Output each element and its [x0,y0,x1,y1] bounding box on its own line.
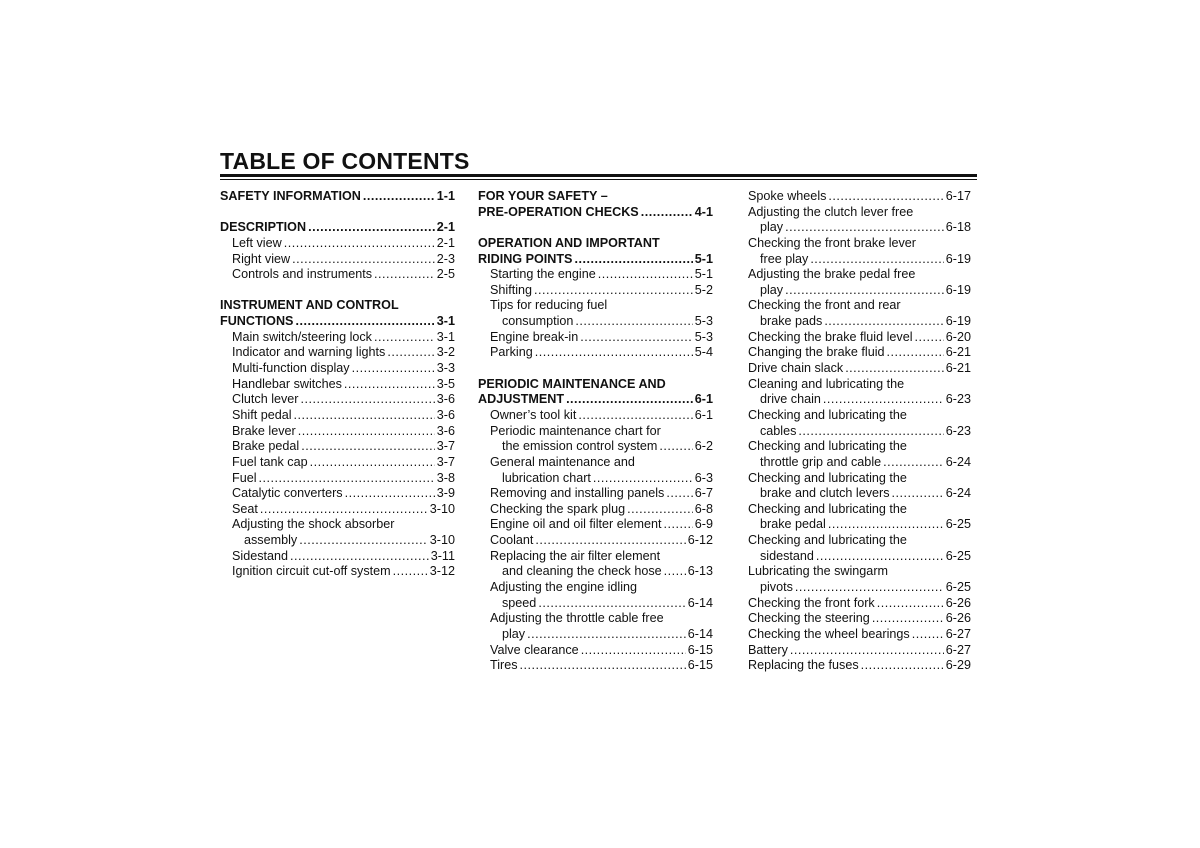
toc-entry[interactable]: consumption ..... 5-3 [478,314,713,330]
toc-entry[interactable]: drive chain ..... 6-23 [748,392,971,408]
toc-entry[interactable]: Catalytic converters ..... 3-9 [220,486,455,502]
toc-entry-line: Checking and lubricating the [748,470,907,485]
toc-entry-line: General maintenance and [490,454,635,469]
toc-entry[interactable]: Brake pedal ..... 3-7 [220,439,455,455]
toc-entry-line: Periodic maintenance chart for [490,423,661,438]
toc-entry[interactable]: Coolant ..... 6-12 [478,533,713,549]
toc-entry[interactable]: Drive chain slack ..... 6-21 [748,361,971,377]
toc-entry[interactable]: Checking the brake fluid level ..... 6-20 [748,330,971,346]
toc-entry[interactable]: Engine break-in ..... 5-3 [478,330,713,346]
toc-column-3 [748,189,971,674]
toc-entry-line: Checking and lubricating the [748,407,907,422]
toc-entry[interactable]: Multi-function display ..... 3-3 [220,361,455,377]
page-title: TABLE OF CONTENTS [220,148,470,174]
toc-entry[interactable]: Checking the steering ..... 6-26 [748,611,971,627]
toc-entry[interactable]: Clutch lever ..... 3-6 [220,392,455,408]
toc-entry-line: Lubricating the swingarm [748,564,889,579]
toc-entry-line: Checking the front and rear [748,298,901,313]
toc-entry-line: Adjusting the throttle cable free [490,611,664,626]
toc-entry[interactable]: SAFETY INFORMATION ..... 1-1 [220,189,455,205]
toc-column-2 [478,189,713,674]
toc-entry[interactable]: Controls and instruments ..... 2-5 [220,267,455,283]
title-rule-thin [220,179,977,180]
toc-entry[interactable]: play ..... 6-19 [748,283,971,299]
toc-entry[interactable]: Starting the engine ..... 5-1 [478,267,713,283]
toc-entry[interactable]: Replacing the fuses ..... 6-29 [748,658,971,674]
toc-entry[interactable]: RIDING POINTS ..... 5-1 [478,252,713,268]
toc-entry[interactable]: Checking the spark plug ..... 6-8 [478,502,713,518]
toc-heading-line: INSTRUMENT AND CONTROL [220,298,399,313]
toc-heading-line: FOR YOUR SAFETY – [478,189,608,203]
toc-entry[interactable]: Owner’s tool kit ..... 6-1 [478,408,713,424]
toc-entry-line: Tips for reducing fuel [490,298,608,313]
toc-entry[interactable]: the emission control system ..... 6-2 [478,439,713,455]
toc-entry[interactable]: Main switch/steering lock ..... 3-1 [220,330,455,346]
toc-entry[interactable]: cables ..... 6-23 [748,424,971,440]
toc-entry[interactable]: assembly ..... 3-10 [220,533,455,549]
toc-entry[interactable]: Engine oil and oil filter element ..... 6-9 [478,517,713,533]
toc-entry[interactable]: Spoke wheels ..... 6-17 [748,189,971,205]
toc-entry[interactable]: throttle grip and cable ..... 6-24 [748,455,971,471]
toc-entry-line: Adjusting the shock absorber [232,517,395,532]
toc-heading-line: PERIODIC MAINTENANCE AND [478,376,666,391]
toc-entry[interactable]: Shift pedal ..... 3-6 [220,408,455,424]
toc-entry[interactable]: Sidestand ..... 3-11 [220,549,455,565]
toc-entry-line: Replacing the air filter element [490,548,661,563]
toc-entry[interactable]: Checking the front fork ..... 6-26 [748,596,971,612]
toc-entry[interactable]: Checking the wheel bearings ..... 6-27 [748,627,971,643]
toc-entry[interactable]: Brake lever ..... 3-6 [220,424,455,440]
toc-entry[interactable]: DESCRIPTION ..... 2-1 [220,220,455,236]
toc-entry[interactable]: Ignition circuit cut-off system ..... 3-12 [220,564,455,580]
toc-entry[interactable]: free play ..... 6-19 [748,252,971,268]
toc-entry[interactable]: brake and clutch levers ..... 6-24 [748,486,971,502]
toc-entry[interactable]: pivots ..... 6-25 [748,580,971,596]
toc-entry[interactable]: Seat ..... 3-10 [220,502,455,518]
toc-entry[interactable]: Parking ..... 5-4 [478,345,713,361]
toc-entry[interactable]: Shifting ..... 5-2 [478,283,713,299]
toc-column-1 [220,189,455,580]
toc-entry[interactable]: Tires ..... 6-15 [478,658,713,674]
toc-entry[interactable]: Removing and installing panels ..... 6-7 [478,486,713,502]
toc-entry-line: Checking and lubricating the [748,501,907,516]
toc-entry[interactable]: sidestand ..... 6-25 [748,549,971,565]
toc-entry[interactable]: Changing the brake fluid ..... 6-21 [748,345,971,361]
toc-entry[interactable]: play ..... 6-18 [748,220,971,236]
toc-entry-line: Checking and lubricating the [748,439,907,454]
toc-entry[interactable]: Fuel tank cap ..... 3-7 [220,455,455,471]
toc-entry[interactable]: ADJUSTMENT ..... 6-1 [478,392,713,408]
toc-entry[interactable]: Valve clearance ..... 6-15 [478,643,713,659]
toc-entry[interactable]: lubrication chart ..... 6-3 [478,471,713,487]
toc-entry-line: Adjusting the clutch lever free [748,204,914,219]
toc-entry-line: Cleaning and lubricating the [748,376,905,391]
toc-entry[interactable]: speed ..... 6-14 [478,596,713,612]
toc-entry-line: Adjusting the brake pedal free [748,267,916,282]
toc-entry-line: Adjusting the engine idling [490,580,638,595]
toc-entry-line: Checking and lubricating the [748,533,907,548]
toc-entry[interactable]: Indicator and warning lights ..... 3-2 [220,345,455,361]
toc-entry[interactable]: PRE-OPERATION CHECKS ..... 4-1 [478,205,713,221]
toc-heading-line: OPERATION AND IMPORTANT [478,235,660,250]
toc-entry[interactable]: brake pedal ..... 6-25 [748,517,971,533]
title-rule-thick [220,174,977,177]
toc-entry-line: Checking the front brake lever [748,235,917,250]
toc-entry[interactable]: and cleaning the check hose ..... 6-13 [478,564,713,580]
toc-entry[interactable]: play ..... 6-14 [478,627,713,643]
toc-entry[interactable]: Battery ..... 6-27 [748,643,971,659]
toc-entry[interactable]: brake pads ..... 6-19 [748,314,971,330]
toc-entry[interactable]: Fuel ..... 3-8 [220,471,455,487]
toc-entry[interactable]: FUNCTIONS ..... 3-1 [220,314,455,330]
toc-entry[interactable]: Right view ..... 2-3 [220,252,455,268]
toc-entry[interactable]: Handlebar switches ..... 3-5 [220,377,455,393]
toc-entry[interactable]: Left view ..... 2-1 [220,236,455,252]
